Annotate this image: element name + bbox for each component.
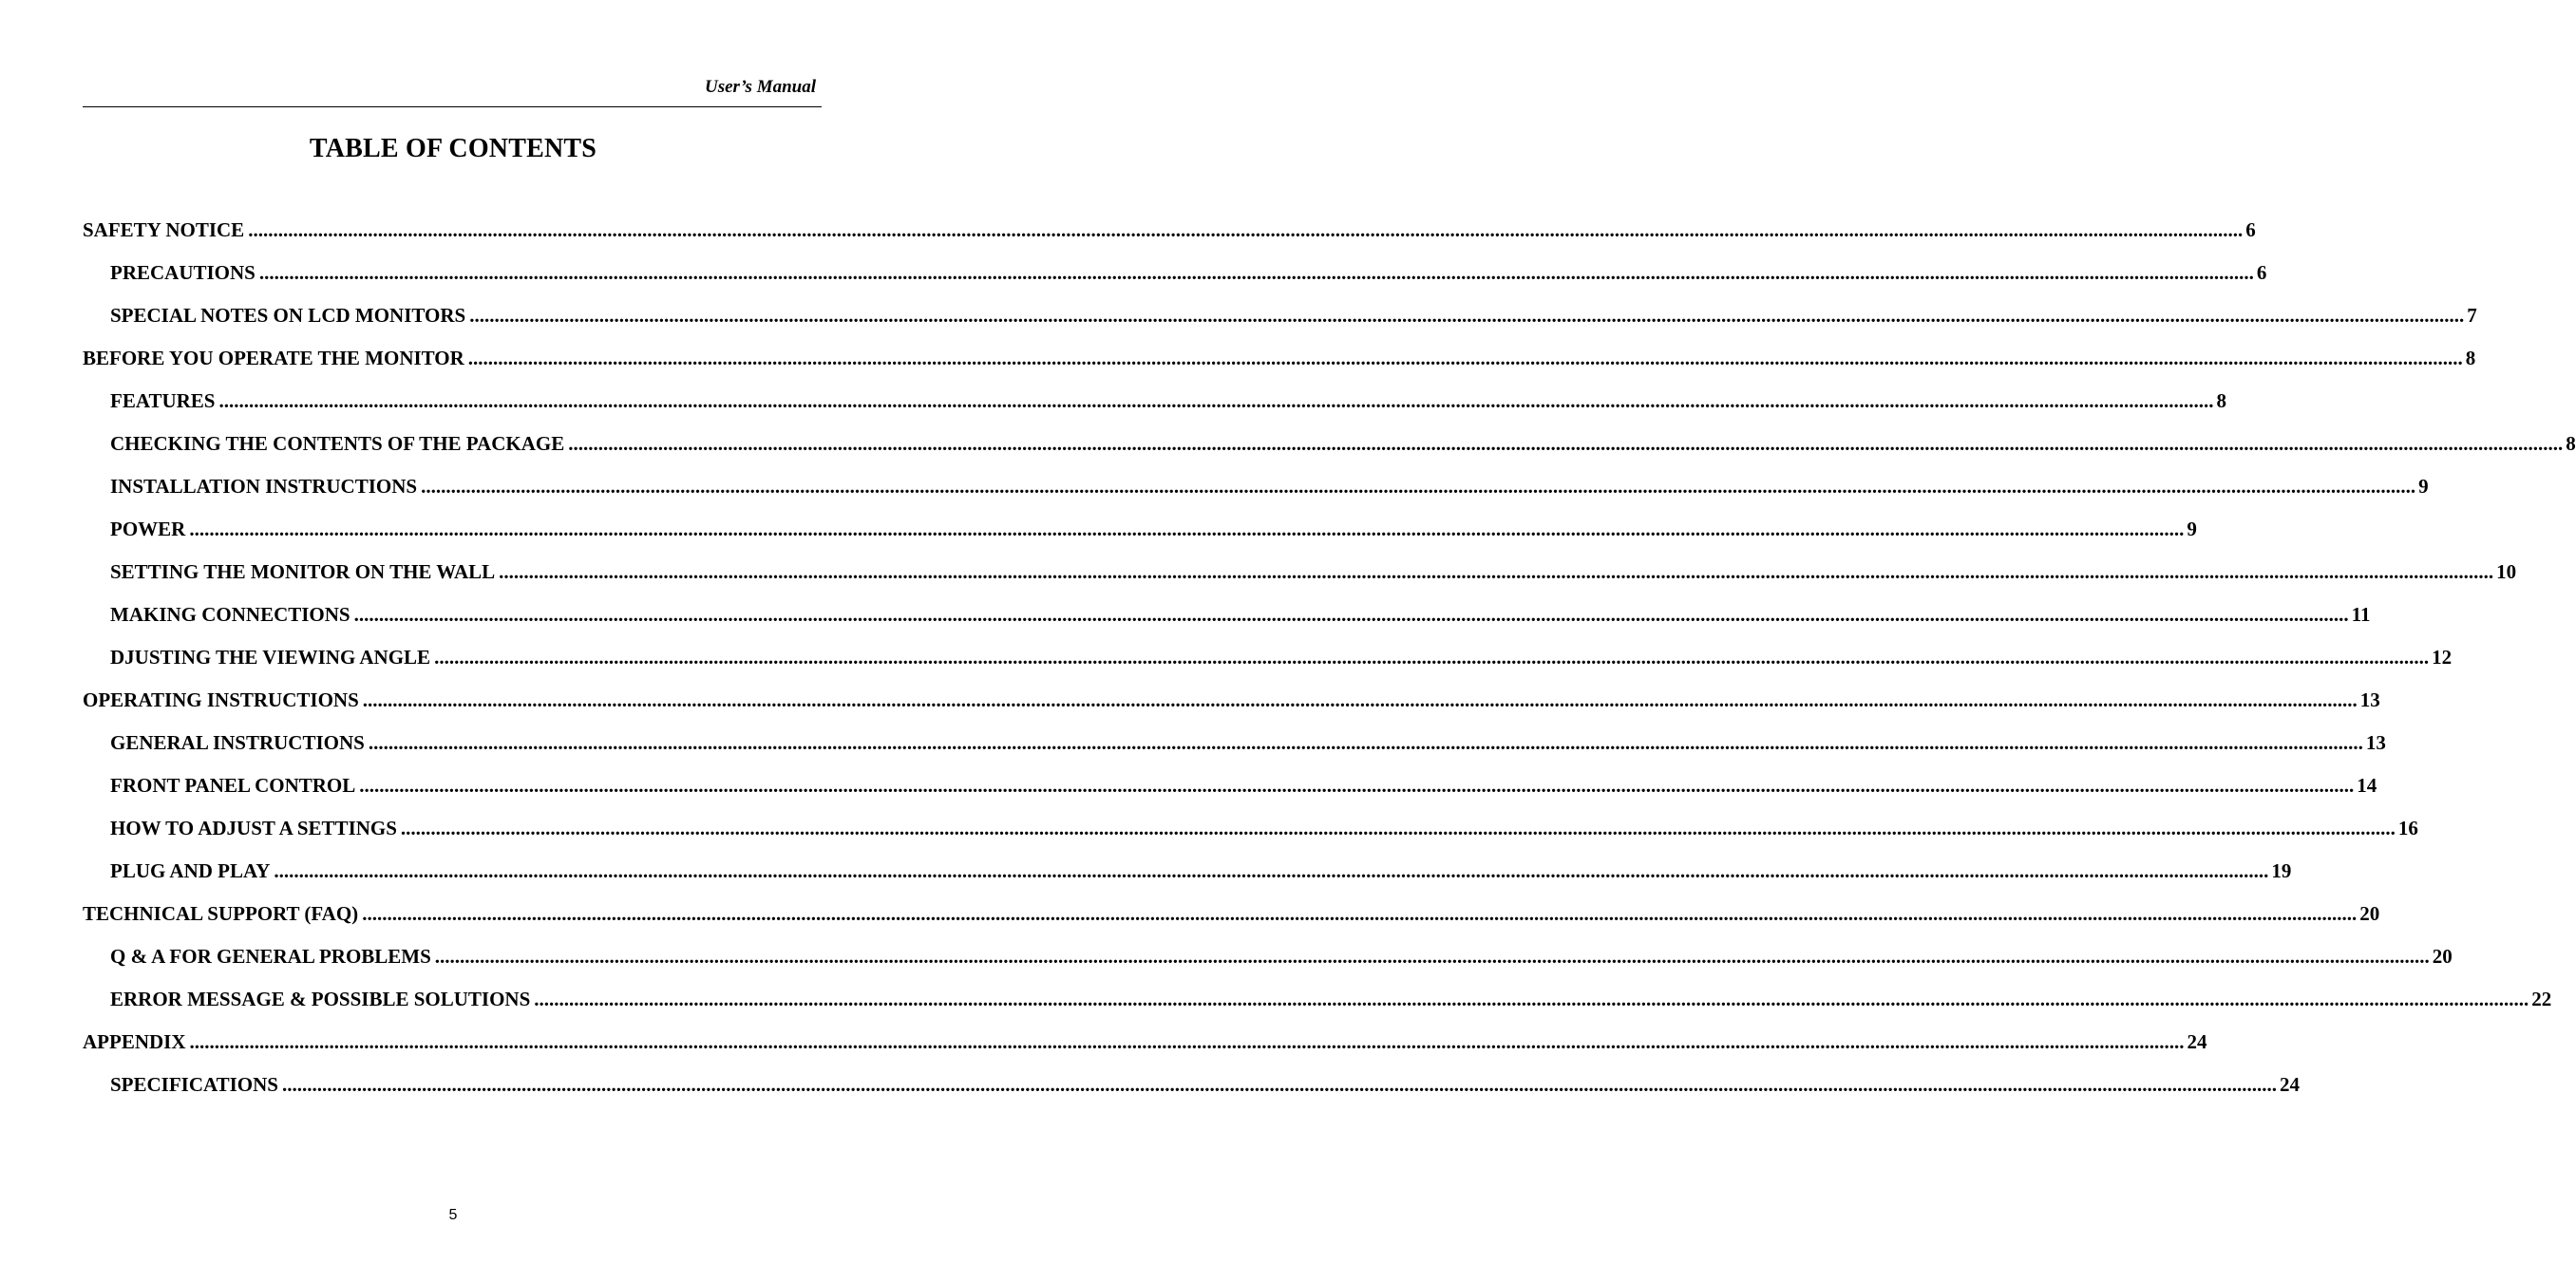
header-rule bbox=[83, 106, 822, 107]
dot-leader: ................................................................................................................................................................................................................................................................................................................................................................................................................ bbox=[362, 902, 2358, 925]
toc-entry-label: SAFETY NOTICE bbox=[83, 218, 245, 241]
table-of-contents bbox=[83, 218, 2576, 1116]
dot-leader: ................................................................................................................................................................................................................................................................................................................................................................................................................ bbox=[258, 261, 2254, 284]
dot-leader: ................................................................................................................................................................................................................................................................................................................................................................................................................ bbox=[281, 1073, 2277, 1096]
toc-entry[interactable] bbox=[83, 988, 2552, 1030]
toc-entry[interactable] bbox=[83, 603, 2371, 646]
toc-entry-page: 9 bbox=[2187, 518, 2197, 540]
toc-entry[interactable] bbox=[83, 731, 2386, 774]
toc-entry-label: BEFORE YOU OPERATE THE MONITOR bbox=[83, 347, 464, 369]
toc-entry-page: 13 bbox=[2359, 688, 2380, 711]
toc-entry[interactable] bbox=[83, 389, 2226, 432]
toc-entry[interactable] bbox=[83, 945, 2453, 988]
toc-entry[interactable] bbox=[83, 518, 2197, 560]
toc-entry[interactable] bbox=[83, 432, 2576, 475]
toc-entry-page: 13 bbox=[2365, 731, 2386, 754]
dot-leader: ................................................................................................................................................................................................................................................................................................................................................................................................................ bbox=[189, 1030, 2185, 1053]
page-number: 5 bbox=[448, 1207, 458, 1223]
toc-entry-label: POWER bbox=[110, 518, 186, 540]
dot-leader: ................................................................................................................................................................................................................................................................................................................................................................................................................ bbox=[359, 774, 2355, 797]
toc-entry[interactable] bbox=[83, 261, 2267, 304]
toc-entry-page: 20 bbox=[2432, 945, 2453, 968]
toc-entry-page: 12 bbox=[2432, 646, 2453, 669]
toc-entry-page: 7 bbox=[2467, 304, 2477, 327]
toc-entry-page: 8 bbox=[2566, 432, 2576, 455]
dot-leader: ................................................................................................................................................................................................................................................................................................................................................................................................................ bbox=[362, 688, 2358, 711]
page-title: TABLE OF CONTENTS bbox=[309, 134, 597, 163]
toc-entry-label: MAKING CONNECTIONS bbox=[110, 603, 350, 626]
dot-leader: ................................................................................................................................................................................................................................................................................................................................................................................................................ bbox=[499, 560, 2494, 583]
toc-entry-label: SPECIAL NOTES ON LCD MONITORS bbox=[110, 304, 466, 327]
toc-entry[interactable] bbox=[83, 646, 2453, 688]
toc-entry-page: 9 bbox=[2418, 475, 2429, 498]
toc-entry-label: FRONT PANEL CONTROL bbox=[110, 774, 356, 797]
toc-entry[interactable] bbox=[83, 1030, 2207, 1073]
toc-entry-label: TECHNICAL SUPPORT (FAQ) bbox=[83, 902, 359, 925]
toc-entry-label: PLUG AND PLAY bbox=[110, 859, 271, 882]
dot-leader: ................................................................................................................................................................................................................................................................................................................................................................................................................ bbox=[469, 304, 2465, 327]
toc-entry-label: SPECIFICATIONS bbox=[110, 1073, 278, 1096]
dot-leader: ................................................................................................................................................................................................................................................................................................................................................................................................................ bbox=[534, 988, 2529, 1010]
toc-entry-page: 24 bbox=[2279, 1073, 2300, 1096]
toc-entry[interactable] bbox=[83, 347, 2476, 389]
toc-entry-page: 8 bbox=[2216, 389, 2226, 412]
dot-leader: ................................................................................................................................................................................................................................................................................................................................................................................................................ bbox=[353, 603, 2349, 626]
toc-entry-page: 6 bbox=[2245, 218, 2256, 241]
toc-entry-label: ERROR MESSAGE & POSSIBLE SOLUTIONS bbox=[110, 988, 531, 1010]
toc-entry-label: DJUSTING THE VIEWING ANGLE bbox=[110, 646, 431, 669]
dot-leader: ................................................................................................................................................................................................................................................................................................................................................................................................................ bbox=[368, 731, 2363, 754]
toc-entry-label: GENERAL INSTRUCTIONS bbox=[110, 731, 365, 754]
toc-entry-page: 10 bbox=[2496, 560, 2517, 583]
toc-entry-page: 8 bbox=[2465, 347, 2476, 369]
toc-entry-label: INSTALLATION INSTRUCTIONS bbox=[110, 475, 418, 498]
toc-entry[interactable] bbox=[83, 218, 2256, 261]
toc-entry-page: 22 bbox=[2531, 988, 2552, 1010]
toc-entry[interactable] bbox=[83, 560, 2517, 603]
toc-entry-label: APPENDIX bbox=[83, 1030, 186, 1053]
toc-entry[interactable] bbox=[83, 1073, 2300, 1116]
dot-leader: ................................................................................................................................................................................................................................................................................................................................................................................................................ bbox=[434, 646, 2430, 669]
toc-entry-page: 24 bbox=[2187, 1030, 2207, 1053]
dot-leader: ................................................................................................................................................................................................................................................................................................................................................................................................................ bbox=[189, 518, 2185, 540]
toc-entry[interactable] bbox=[83, 475, 2429, 518]
dot-leader: ................................................................................................................................................................................................................................................................................................................................................................................................................ bbox=[218, 389, 2214, 412]
dot-leader: ................................................................................................................................................................................................................................................................................................................................................................................................................ bbox=[248, 218, 2244, 241]
toc-entry-label: PRECAUTIONS bbox=[110, 261, 256, 284]
toc-entry-page: 16 bbox=[2397, 817, 2418, 839]
toc-entry-page: 20 bbox=[2359, 902, 2380, 925]
running-header: User’s Manual bbox=[704, 77, 816, 97]
toc-entry[interactable] bbox=[83, 859, 2292, 902]
toc-entry-label: OPERATING INSTRUCTIONS bbox=[83, 688, 359, 711]
toc-entry[interactable] bbox=[83, 774, 2377, 817]
toc-entry[interactable] bbox=[83, 304, 2477, 347]
toc-entry-label: HOW TO ADJUST A SETTINGS bbox=[110, 817, 397, 839]
dot-leader: ................................................................................................................................................................................................................................................................................................................................................................................................................ bbox=[568, 432, 2564, 455]
dot-leader: ................................................................................................................................................................................................................................................................................................................................................................................................................ bbox=[467, 347, 2463, 369]
toc-entry[interactable] bbox=[83, 817, 2418, 859]
toc-entry-page: 6 bbox=[2256, 261, 2267, 284]
dot-leader: ................................................................................................................................................................................................................................................................................................................................................................................................................ bbox=[434, 945, 2430, 968]
dot-leader: ................................................................................................................................................................................................................................................................................................................................................................................................................ bbox=[400, 817, 2396, 839]
toc-entry[interactable] bbox=[83, 688, 2380, 731]
dot-leader: ................................................................................................................................................................................................................................................................................................................................................................................................................ bbox=[274, 859, 2269, 882]
toc-entry-label: CHECKING THE CONTENTS OF THE PACKAGE bbox=[110, 432, 565, 455]
toc-entry-page: 11 bbox=[2351, 603, 2371, 626]
toc-entry[interactable] bbox=[83, 902, 2380, 945]
toc-entry-page: 19 bbox=[2271, 859, 2292, 882]
toc-entry-label: SETTING THE MONITOR ON THE WALL bbox=[110, 560, 496, 583]
dot-leader: ................................................................................................................................................................................................................................................................................................................................................................................................................ bbox=[421, 475, 2416, 498]
toc-entry-label: Q & A FOR GENERAL PROBLEMS bbox=[110, 945, 431, 968]
toc-entry-page: 14 bbox=[2357, 774, 2377, 797]
toc-entry-label: FEATURES bbox=[110, 389, 216, 412]
